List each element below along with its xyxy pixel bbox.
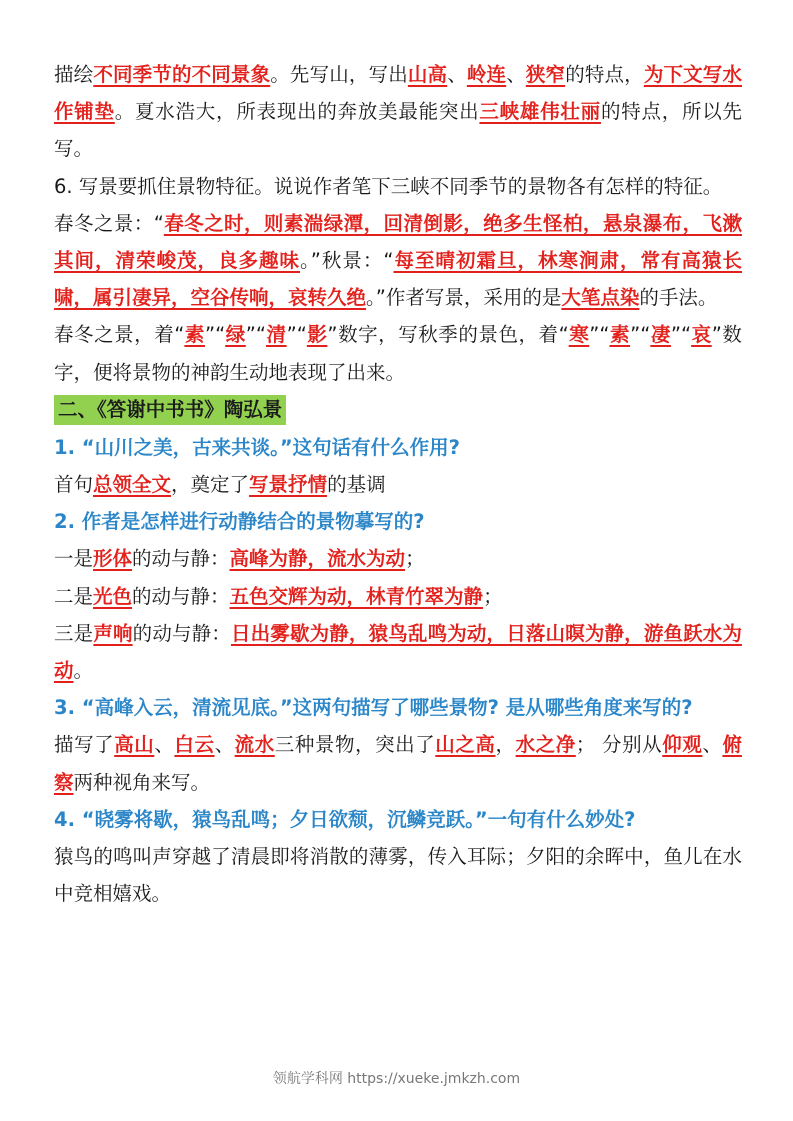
- text: 、: [506, 63, 526, 86]
- text: 三种景物，突出了: [274, 733, 436, 757]
- text: 描写了: [54, 733, 115, 757]
- text: 、: [214, 733, 235, 757]
- section-heading-row: [54, 391, 742, 429]
- answer-text: 写景抒情: [249, 473, 328, 497]
- answer-text: 流水: [234, 733, 275, 757]
- answer-text: 日出雾歇为静，猿鸟乱鸣为动，日落山暝为静，游鱼跃水为动: [54, 621, 742, 683]
- document-body: [54, 56, 742, 912]
- text: 描绘: [54, 63, 94, 86]
- answer-text: 形体: [93, 547, 133, 571]
- answer-text: 五色交辉为动，林青竹翠为静: [229, 584, 484, 608]
- text: 、: [447, 63, 467, 86]
- question-4: 4. “晓雾将歇，猿鸟乱鸣；夕日欲颓，沉鳞竞跃。”一句有什么妙处?: [54, 807, 636, 831]
- answer-text: 为下文写水作铺垫: [54, 63, 742, 124]
- answer-text: 清: [266, 323, 287, 347]
- answer-1: [54, 466, 742, 503]
- answer-text: 素: [184, 323, 205, 347]
- text: 的特点，所以先写。: [54, 100, 742, 161]
- answer-text: 高峰为静，流水为动: [229, 547, 406, 571]
- answer-text: 影: [306, 323, 328, 347]
- text: ；: [483, 584, 503, 608]
- answer-text: 哀: [691, 323, 712, 347]
- paragraph-key-words: [54, 316, 742, 390]
- question-3: 3. “高峰入云，清流见底。”这两句描写了哪些景物? 是从哪些角度来写的?: [54, 696, 693, 720]
- paragraph-season-scenes: [54, 205, 742, 317]
- text: 春冬之景：“: [54, 211, 164, 235]
- answer-text: 春冬之时，则素湍绿潭，回清倒影，绝多生怪柏，悬泉瀑布，飞漱其间，清荣峻茂，良多趣味: [54, 211, 742, 273]
- answer-text: 山高: [407, 63, 448, 86]
- text: ”数字，便将景物的神韵生动地表现了出来。: [54, 323, 742, 384]
- text: 。: [73, 659, 94, 683]
- text: ”“: [286, 323, 307, 347]
- footer-watermark: 领航学科网 https://xueke.jmkzh.com: [272, 1071, 521, 1087]
- answer-text: 绿: [225, 323, 246, 347]
- text: ”“: [245, 323, 267, 347]
- text: 三是: [54, 621, 94, 645]
- answer-4: 猿鸟的鸣叫声穿越了清晨即将消散的薄雾，传入耳际；夕阳的余晖中，鱼儿在水中竞相嬉戏。: [54, 845, 742, 906]
- answer-2a: [54, 540, 742, 577]
- text: ”“: [670, 323, 692, 347]
- answer-text: 水之净: [515, 733, 576, 757]
- text: 。”秋景：“: [300, 249, 394, 273]
- text: 。夏水浩大，所表现出的奔放美最能突出: [114, 100, 480, 124]
- text: ”“: [589, 323, 610, 347]
- text: 、: [154, 733, 175, 757]
- answer-text: 寒: [568, 323, 590, 347]
- text: ”数字，写秋季的景色，着“: [327, 323, 569, 347]
- text: 二是: [54, 584, 94, 608]
- answer-text: 山之高: [435, 733, 496, 757]
- answer-3: [54, 726, 742, 800]
- text: 的手法。: [639, 286, 718, 310]
- text: ”“: [630, 323, 651, 347]
- answer-text: 大笔点染: [561, 286, 640, 310]
- text: 春冬之景，着“: [54, 323, 185, 347]
- text: 的动与静：: [132, 584, 230, 608]
- text: 。”作者写景，采用的是: [366, 286, 562, 310]
- answer-text: 声响: [93, 621, 133, 645]
- answer-2c: [54, 615, 742, 689]
- answer-text: 仰观: [662, 733, 703, 757]
- answer-text: 不同季节的不同景象: [93, 63, 271, 86]
- answer-text: 岭连: [466, 63, 507, 86]
- text: 一是: [54, 547, 94, 571]
- answer-text: 凄: [650, 323, 671, 347]
- answer-text: 狭窄: [525, 63, 566, 86]
- text: 的基调: [327, 473, 386, 497]
- answer-text: 每至晴初霜旦，林寒涧肃，常有高猿长啸，属引凄异，空谷传响，哀转久绝: [54, 249, 742, 310]
- text: 的动与静：: [132, 547, 230, 571]
- text: ，奠定了: [171, 473, 250, 497]
- text: ；: [405, 547, 425, 571]
- question-1: 1. “山川之美，古来共谈。”这句话有什么作用?: [54, 435, 460, 459]
- answer-text: 总领全文: [93, 473, 172, 497]
- answer-text: 俯察: [54, 733, 742, 794]
- text: 两种视角来写。: [73, 770, 211, 794]
- question-2: 2. 作者是怎样进行动静结合的景物摹写的?: [54, 510, 425, 534]
- answer-text: 素: [609, 323, 631, 347]
- answer-text: 白云: [174, 733, 215, 757]
- text: 的动与静：: [132, 621, 231, 645]
- paragraph-mountain-writing: [54, 56, 742, 168]
- text: ，: [495, 733, 516, 757]
- text: 、: [702, 733, 723, 757]
- answer-text: 三峡雄伟壮丽: [479, 100, 601, 124]
- text: ”“: [204, 323, 226, 347]
- text: 。先写山，写出: [270, 63, 408, 86]
- answer-2b: [54, 578, 742, 615]
- text: 首句: [54, 473, 94, 497]
- section-heading: 二、《答谢中书书》陶弘景: [54, 395, 286, 425]
- answer-text: 高山: [114, 733, 155, 757]
- answer-text: 光色: [93, 584, 133, 608]
- text: 的特点，: [565, 63, 644, 86]
- question-6: 6. 写景要抓住景物特征。说说作者笔下三峡不同季节的景物各有怎样的特征。: [54, 174, 723, 198]
- text: ； 分别从: [575, 733, 663, 757]
